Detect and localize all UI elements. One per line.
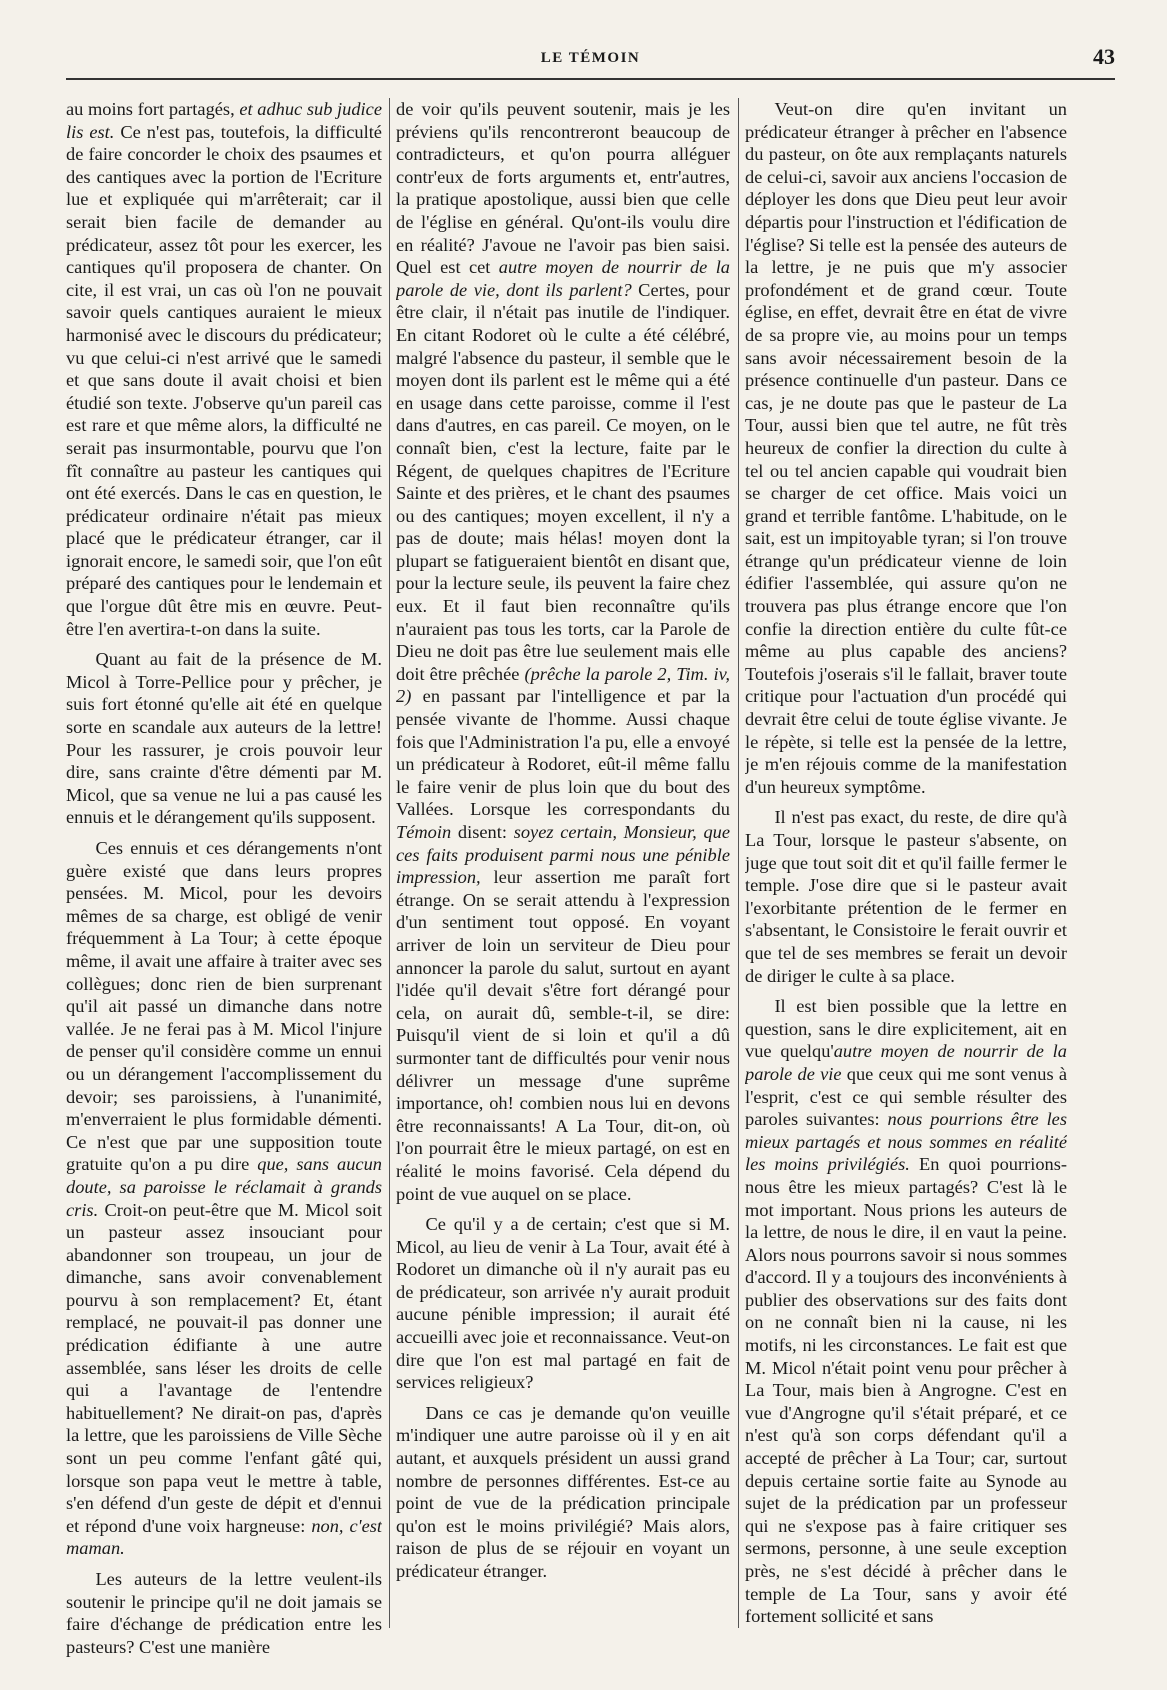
italic-text: que, sans aucun doute, sa paroisse le réclamait à grands cris. (66, 1154, 382, 1220)
italic-text: non, c'est maman. (66, 1515, 382, 1559)
running-title: LE TÉMOIN (540, 50, 641, 66)
column-divider-2 (738, 98, 739, 1628)
text-run: que ceux qui me sont venus à l'esprit, c'est ce qui semble résulter des paroles suivantes: (745, 1063, 1067, 1130)
italic-text: autre moyen de nourrir de la parole de vie (745, 1041, 1067, 1084)
paragraph (396, 1402, 730, 1583)
page-header (66, 44, 1115, 84)
column-divider-1 (389, 98, 390, 1628)
italic-text: nous pourrions être les mieux partagés et nous sommes en réalité les moins privilégiés. (745, 1109, 1067, 1175)
italic-text: autre moyen de nourrir de la parole de vie, dont ils parlent? (396, 257, 730, 300)
text-run: Il n'est pas exact, du reste, de dire qu'à La Tour, lorsque le pasteur s'absente, on juge que tout soit dit et qu'il faille fermer le temple. J'ose dire que si le pasteur avait l'exorbitante prétention de le fermer en s'absentant, le Consistoire le ferait ouvrir et que tel de ses membres se ferait un devoir de diriger le culte à sa place. (745, 807, 1067, 986)
text-run: Veut-on dire qu'en invitant un prédicateur étranger à prêcher en l'absence du pasteur, on ôte aux remplaçants naturels de celui-ci, savoir aux anciens l'occasion de déployer les dons que Dieu peut leur avoir départis pour l'instruction et l'édification de l'église? Si telle est la pensée des auteurs de la lettre, je ne puis que m'y associer profondément et de grand cœur. Toute église, en effet, devrait être en état de vivre de sa propre vie, au moins pour un temps sans avoir nécessairement besoin de la présence continuelle d'un pasteur. Dans ce cas, je ne doute pas que le pasteur de La Tour, aussi bien que tel autre, ne fût très heureux de confier la direction du culte à tel ou tel ancien capable qui voudrait bien se charger de cet office. Mais voici un grand et terrible fantôme. L'habitude, on le sait, est un impitoyable tyran; si l'on trouve étrange qu'un prédicateur vienne de loin édifier l'assemblée, qui assure qu'on ne trouvera pas plus étrange encore que l'on confie la direction entière du culte fût-ce même au plus capable des anciens? Toutefois j'oserais s'il le fallait, braver toute critique pour l'actuation d'un procédé qui devrait être celui de toute église vivante. Je le répète, si telle est la pensée de la lettre, je m'en réjouis comme de la manifestation d'un heureux symptôme. (745, 99, 1067, 797)
page-number: 43 (1093, 44, 1115, 69)
text-column-1 (66, 98, 382, 1668)
text-run: Il est bien possible que la lettre en question, sans le dire explicitement, ait en vue quelqu' (745, 996, 1067, 1062)
text-column-3 (745, 98, 1067, 1668)
text-run: Ce qu'il y a de certain; c'est que si M. Micol, au lieu de venir à La Tour, avait été à Rodoret un dimanche où il n'y aurait pas eu de prédicateur, son arrivée n'y aurait produit aucune pénible impression; il aurait été accueilli avec joie et reconnaissance. Veut-on dire que l'on est mal partagé en fait de services religieux? (396, 1214, 730, 1393)
text-run: leur assertion me paraît fort étrange. On se serait attendu à l'expression d'un sentiment tout opposé. En voyant arriver de loin un serviteur de Dieu pour annoncer la parole du salut, surtout en ayant l'idée qu'il devait s'être fort dérangé pour cela, on aurait dû, semble-t-il, se dire: Puisqu'il vient de si loin et qu'il a dû surmonter tant de difficultés pour venir nous délivrer un message d'une suprême importance, oh! combien nous lui en devons être reconnaissants! A La Tour, dit-on, où l'on pourrait être le mieux partagé, on est en réalité le moins favorisé. Cela dépend du point de vue auquel on se place. (396, 867, 730, 1204)
paragraph (745, 995, 1067, 1628)
text-run: disent: (451, 822, 514, 842)
text-run: au moins fort partagés, (66, 99, 240, 119)
paragraph (745, 98, 1067, 798)
paragraph (745, 806, 1067, 987)
paragraph (66, 1568, 382, 1658)
header-rule (66, 78, 1115, 80)
text-run: En quoi pourrions-nous être les mieux partagés? C'est là le mot important. Nous prions les auteurs de la lettre, de nous le dire, il en vaut la peine. Alors nous pourrons savoir si nous sommes d'accord. Il y a toujours des inconvénients à publier des observations sur des faits dont on ne connaît bien ni la cause, ni les motifs, ni les circonstances. Le fait est que M. Micol n'était point venu pour prêcher à La Tour, mais bien à Angrogne. C'est en vue d'Angrogne qu'il s'était préparé, et ce n'est qu'à son corps défendant qu'il a accepté de prêcher à La Tour; car, surtout depuis certaine sortie faite au Synode au sujet de la prédication par un professeur qui ne s'expose pas à faire critiquer ses sermons, personne, à une seule exception près, ne s'est décidé à prêcher dans le temple de La Tour, sans y avoir été fortement sollicité et sans (745, 1154, 1067, 1627)
text-run: de voir qu'ils peuvent soutenir, mais je les préviens qu'ils rencontreront beaucoup de contradicteurs, et qu'on pourra alléguer contr'eux de forts arguments et, entr'autres, la pratique apostolique, aussi bien que celle de l'église en général. Qu'ont-ils voulu dire en réalité? J'avoue ne l'avoir pas bien saisi. Quel est cet (396, 99, 730, 278)
text-column-2 (396, 98, 730, 1668)
text-run: Certes, pour être clair, il n'était pas inutile de l'indiquer. En citant Rodoret où le culte a été célébré, malgré l'absence du pasteur, il semble que le moyen dont ils parlent est le même qui a été en usage dans cette paroisse, comme il l'est dans d'autres, en cas pareil. Ce moyen, on le connaît bien, c'est la lecture, faite par le Régent, de quelques chapitres de l'Ecriture Sainte et des prières, et le chant des psaumes ou des cantiques; moyen excellent, il n'y a pas de doute; mais hélas! moyen dont la plupart se fatigueraient bientôt en disant que, pour la lecture seule, ils peuvent la faire chez eux. Et il faut bien reconnaître qu'ils n'auraient pas tous les torts, car la Parole de Dieu ne doit pas être lue seulement mais elle doit être prêchée (396, 279, 730, 684)
italic-text: soyez certain, Monsieur, que ces faits produisent parmi nous une pénible impression, (396, 822, 730, 888)
italic-text: Témoin (396, 822, 452, 842)
paragraph (66, 837, 382, 1560)
paragraph (66, 98, 382, 640)
text-run: Ce n'est pas, toutefois, la difficulté de faire concorder le choix des psaumes et des cantiques avec la portion de l'Ecriture lue et expliquée qui m'arrêterait; car il serait bien facile de demander au prédicateur, assez tôt pour les exercer, les cantiques qu'il proposera de chanter. On cite, il est vrai, un cas où l'on ne pouvait savoir quels cantiques auraient le mieux harmonisé avec le discours du prédicateur; vu que celui-ci n'est arrivé que le samedi et que sans doute il avait choisi et bien étudié son texte. J'observe qu'un pareil cas est rare et que même alors, la difficulté ne serait pas insurmontable, pourvu que l'on fît connaître au pasteur les cantiques qui ont été exercés. Dans le cas en question, le prédicateur ordinaire n'était pas mieux placé que le prédicateur étranger, car il ignorait encore, le samedi soir, que l'on eût préparé des cantiques pour le lendemain et que l'orgue dût être mis en œuvre. Peut-être l'en avertira-t-on dans la suite. (66, 121, 382, 639)
italic-text: (prêche la parole 2, Tim. iv, 2) (396, 663, 730, 707)
italic-text: et adhuc sub judice lis est. (66, 99, 382, 142)
text-run: Quant au fait de la présence de M. Micol à Torre-Pellice pour y prêcher, je suis fort étonné qu'elle ait été en quelque sorte en scandale aux auteurs de la lettre! Pour les rassurer, je crois pouvoir leur dire, sans crainte d'être démenti par M. Micol, que sa venue ne lui a pas causé les ennuis et le dérangement qu'ils supposent. (66, 649, 382, 828)
text-run: en passant par l'intelligence et par la pensée vivante de l'homme. Aussi chaque fois que l'Administration l'a pu, elle a envoyé un prédicateur à Rodoret, eût-il même fallu le faire venir de plus loin que du bout des Vallées. Lorsque les correspondants du (396, 686, 730, 820)
paragraph (396, 98, 730, 1205)
paragraph (396, 1213, 730, 1394)
text-run: Ces ennuis et ces dérangements n'ont guère existé que dans leurs propres pensées. M. Micol, pour les devoirs mêmes de sa charge, est obligé de venir fréquemment à La Tour; à cette époque même, il avait une affaire à traiter avec ses collègues; donc rien de bien surprenant qu'il ait passé un dimanche dans notre vallée. Je ne ferai pas à M. Micol l'injure de penser qu'il considère comme un ennui ou un dérangement l'accomplissement du devoir; ses paroissiens, à l'unanimité, m'enverraient le plus formidable démenti. Ce n'est que par une supposition toute gratuite qu'on a pu dire (66, 838, 382, 1175)
text-run: Les auteurs de la lettre veulent-ils soutenir le principe qu'il ne doit jamais se faire d'échange de prédication entre les pasteurs? C'est une manière (66, 1569, 382, 1657)
paragraph (66, 648, 382, 829)
text-run: Dans ce cas je demande qu'on veuille m'indiquer une autre paroisse où il y en ait autant, et auxquels président un aussi grand nombre de personnes différentes. Est-ce au point de vue de la prédication principale qu'on est le moins privilégié? Mais alors, raison de plus de se réjouir en voyant un prédicateur étranger. (396, 1402, 730, 1581)
text-run: Croit-on peut-être que M. Micol soit un pasteur assez insouciant pour abandonner son troupeau, un jour de dimanche, sans avoir convenablement pourvu à son remplacement? Et, étant remplacé, ne pouvait-il pas donner une prédication édifiante à une autre assemblée, sans léser les droits de celle qui a l'avantage de l'entendre habituellement? Ne dirait-on pas, d'après la lettre, que les paroissiens de Ville Sèche sont un peu comme l'enfant gâté qui, lorsque son papa veut le mettre à table, s'en défend d'un geste de dépit et d'ennui et répond d'une voix hargneuse: (66, 1199, 382, 1536)
